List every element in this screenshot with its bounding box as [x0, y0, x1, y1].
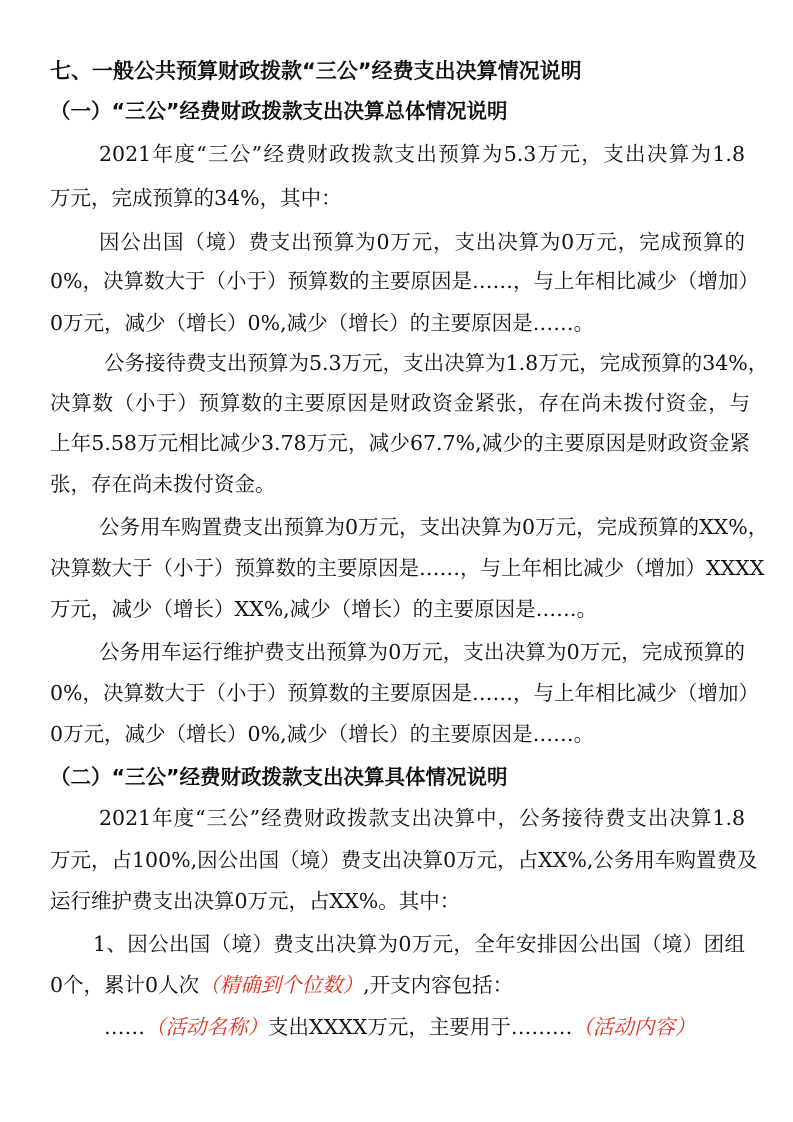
- paragraph-item1-line: 1、因公出国（境）费支出决算为0万元，全年安排因公出国（境）团组: [93, 932, 745, 956]
- paragraph-abroad-line: 0万元，减少（增长）0%,减少（增长）的主要原因是……。: [50, 311, 595, 335]
- section-title: 七、一般公共预算财政拨款“三公”经费支出决算情况说明: [50, 59, 582, 83]
- expense-amount-text: 支出XXXX万元，主要用于………: [268, 1015, 573, 1039]
- activity-name-note: （活动名称）: [145, 1015, 268, 1039]
- paragraph-vehicle-operation-line: 0万元，减少（增长）0%,减少（增长）的主要原因是……。: [50, 722, 595, 746]
- paragraph-item1-line: [104, 1014, 695, 1040]
- item1-count-text: 0个，累计0人次: [50, 973, 200, 997]
- paragraph-detail-line: 2021年度“三公”经费财政拨款支出决算中，公务接待费支出决算1.8: [99, 806, 745, 830]
- item1-expense-intro: ,开支内容包括：: [363, 973, 514, 997]
- paragraph-abroad-line: 0%，决算数大于（小于）预算数的主要原因是……，与上年相比减少（增加）: [50, 269, 760, 293]
- paragraph-overall-line: 万元，完成预算的34%，其中：: [50, 186, 342, 210]
- paragraph-overall-line: 2021年度“三公”经费财政拨款支出预算为5.3万元，支出决算为1.8: [99, 142, 745, 166]
- paragraph-reception-line: 上年5.58万元相比减少3.78万元，减少67.7%,减少的主要原因是财政资金紧: [50, 431, 750, 455]
- activity-content-note: （活动内容）: [572, 1015, 696, 1039]
- paragraph-detail-line: 运行维护费支出决算0万元，占XX%。其中：: [50, 889, 461, 913]
- paragraph-vehicle-operation-line: 0%，决算数大于（小于）预算数的主要原因是……，与上年相比减少（增加）: [50, 681, 760, 705]
- subsection-heading-detail: （二）“三公”经费财政拨款支出决算具体情况说明: [50, 765, 508, 789]
- paragraph-vehicle-purchase-line: 万元，减少（增长）XX%,减少（增长）的主要原因是……。: [50, 597, 598, 621]
- precision-note: （精确到个位数）: [199, 973, 364, 997]
- subsection-heading-overall: （一）“三公”经费财政拨款支出决算总体情况说明: [50, 99, 508, 123]
- paragraph-reception-line: 公务接待费支出预算为5.3万元，支出决算为1.8万元，完成预算的34%，: [104, 351, 769, 375]
- paragraph-vehicle-purchase-line: 公务用车购置费支出预算为0万元，支出决算为0万元，完成预算的XX%，: [99, 515, 769, 539]
- ellipsis-text: ……: [104, 1015, 145, 1039]
- paragraph-vehicle-operation-line: 公务用车运行维护费支出预算为0万元，支出决算为0万元，完成预算的: [99, 640, 745, 664]
- paragraph-item1-line: [50, 972, 513, 998]
- paragraph-detail-line: 万元，占100%,因公出国（境）费支出决算0万元，占XX%,公务用车购置费及: [50, 848, 758, 872]
- paragraph-vehicle-purchase-line: 决算数大于（小于）预算数的主要原因是……，与上年相比减少（增加）XXXX: [50, 556, 765, 580]
- paragraph-reception-line: 决算数（小于）预算数的主要原因是财政资金紧张，存在尚未拨付资金，与: [50, 391, 750, 415]
- paragraph-abroad-line: 因公出国（境）费支出预算为0万元，支出决算为0万元，完成预算的: [99, 230, 745, 254]
- paragraph-reception-line: 张，存在尚未拨付资金。: [50, 472, 276, 496]
